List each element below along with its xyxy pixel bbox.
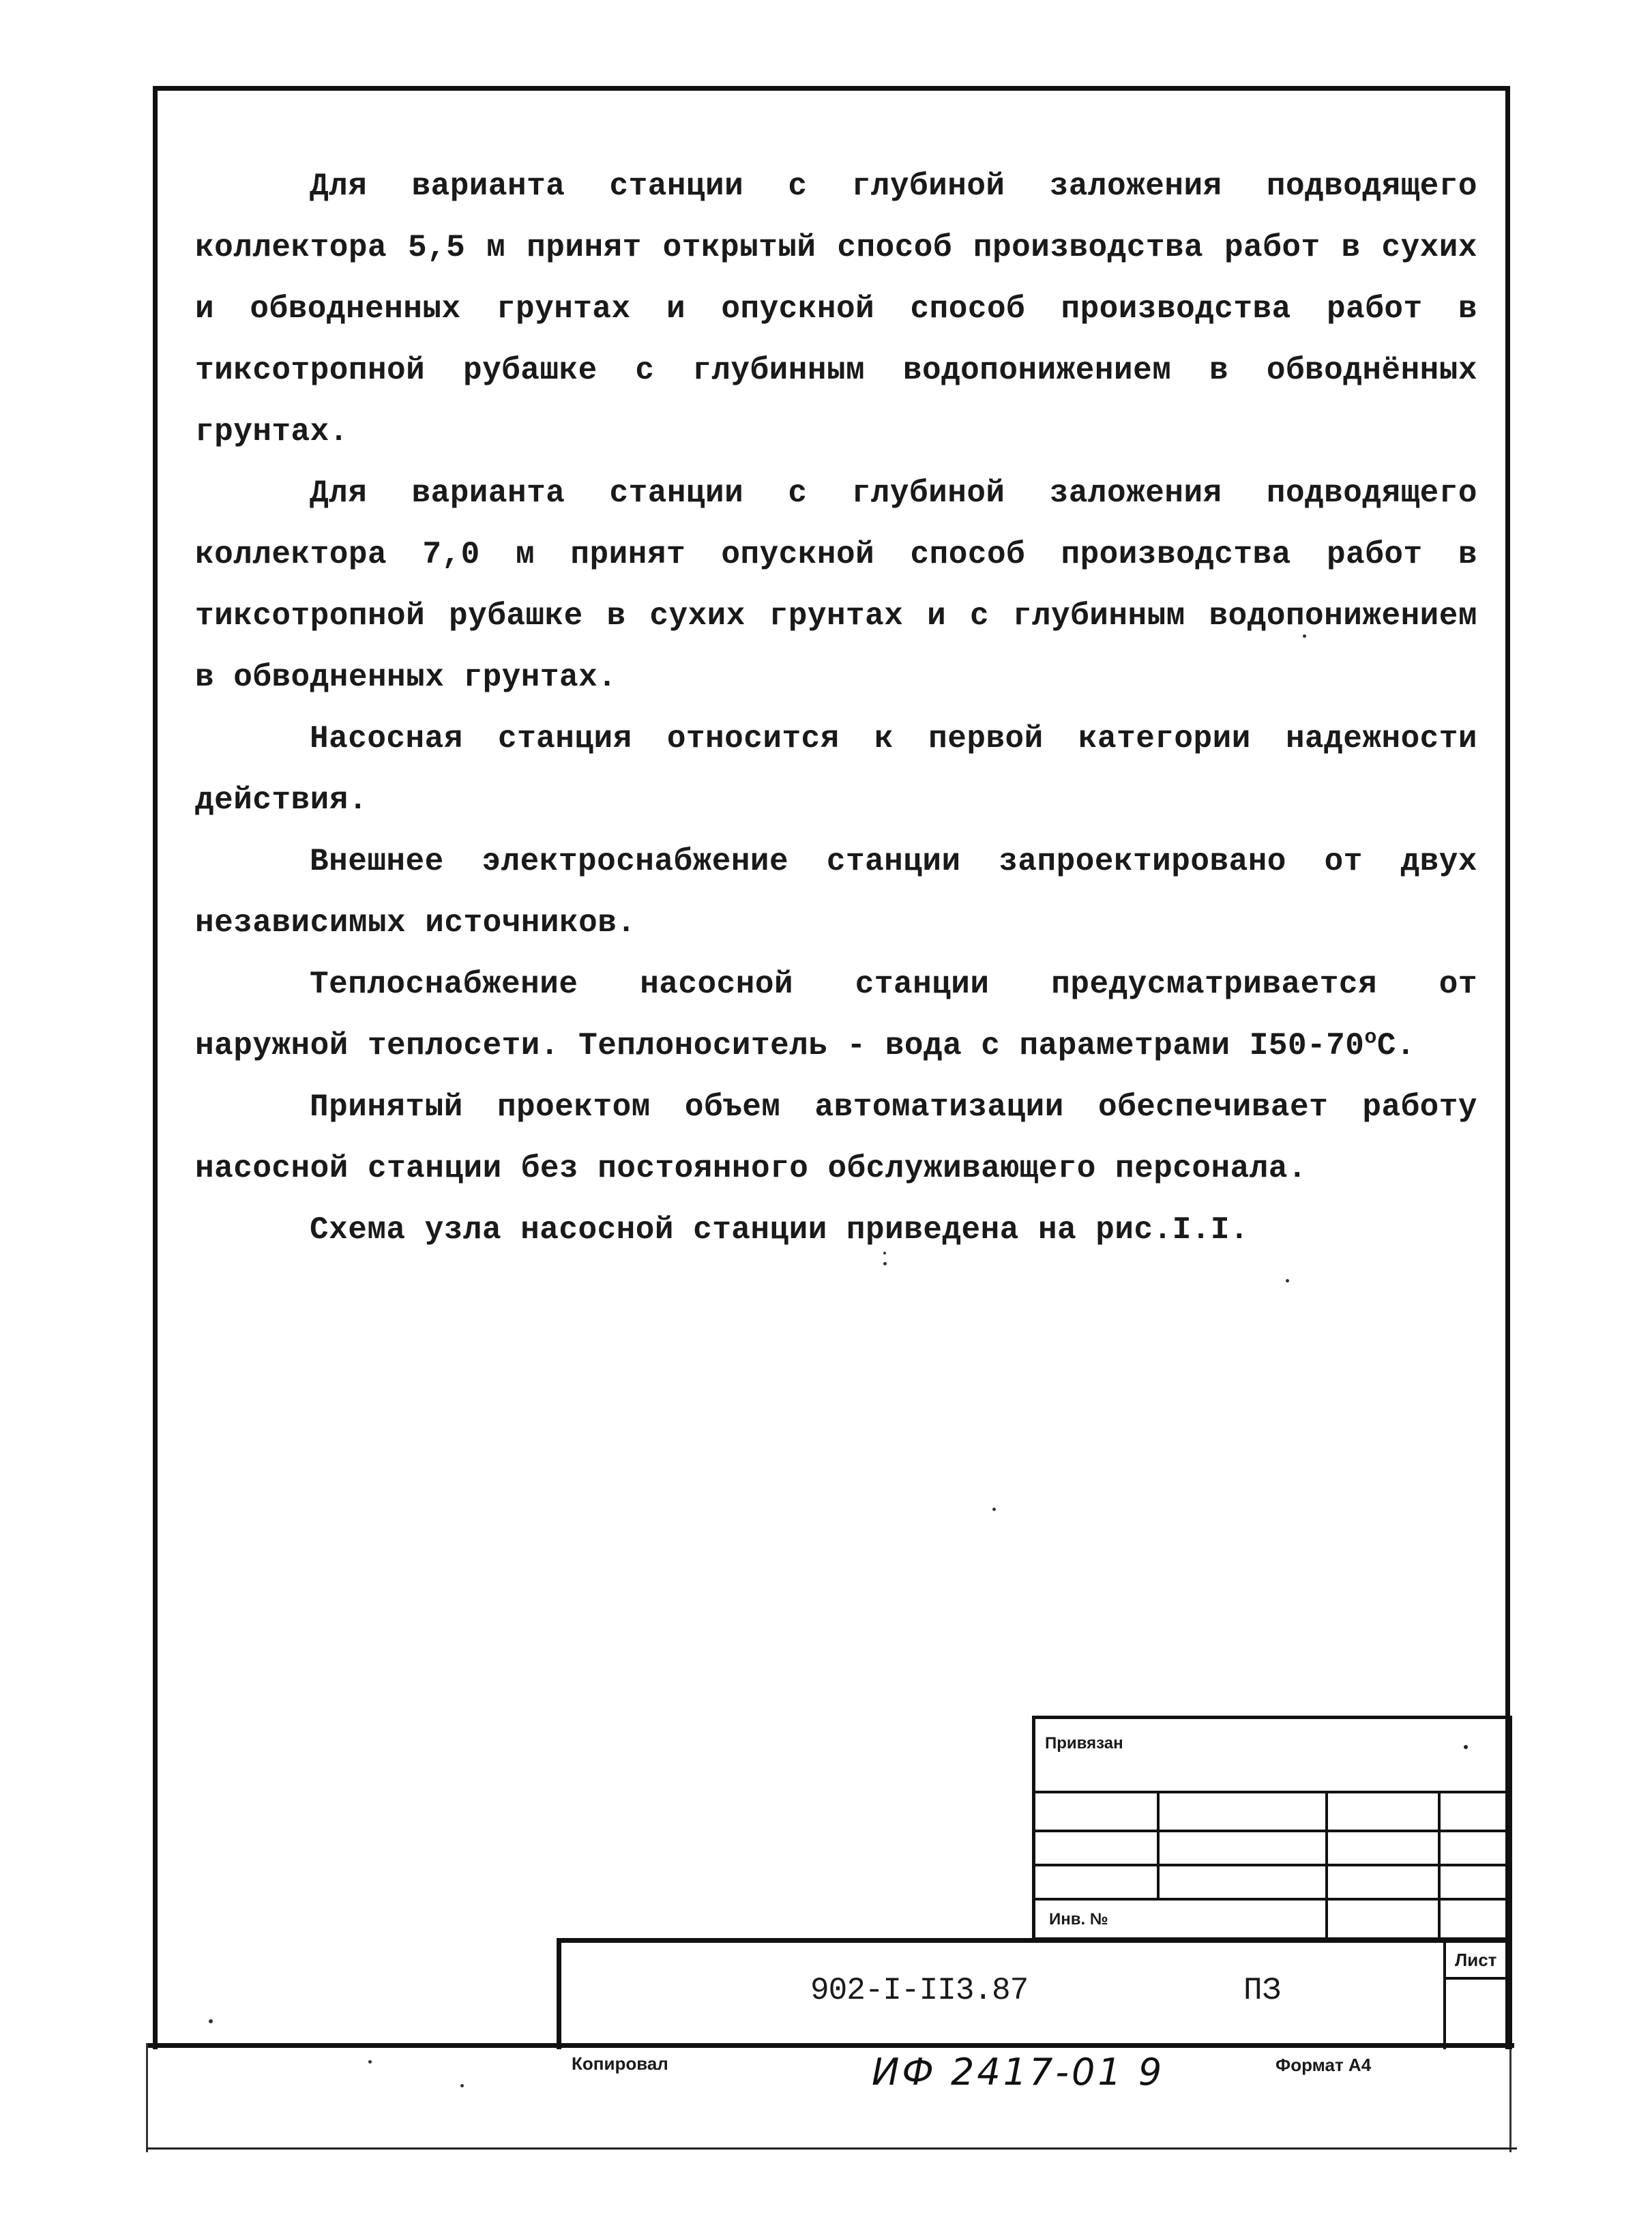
- section-code: ПЗ: [1243, 1973, 1282, 2008]
- paragraph: Внешнее электроснабжение станции запроектировано от двух независимых источников.: [195, 844, 1477, 941]
- scan-speck: [460, 2084, 464, 2087]
- body-text: [195, 156, 1477, 1261]
- title-block-upper: [1032, 1716, 1512, 1941]
- scan-speck: [992, 1508, 996, 1511]
- scan-speck: [209, 2019, 213, 2023]
- paragraph: Для варианта станции с глубиной заложения подводящего коллектора 5,5 м принят открытый способ производства работ в сухих и обводненных грунтах и опускной способ производства работ в тиксотропной рубашке с глубинным водопонижением в обводнённых грунтах.: [195, 168, 1477, 450]
- scan-mark: [1464, 1745, 1468, 1749]
- scan-speck: [368, 2060, 372, 2064]
- paragraph: [195, 954, 1477, 1076]
- grid-line: [1325, 1791, 1328, 1937]
- inventory-label: Инв. №: [1049, 1910, 1108, 1928]
- sheet-label: Лист: [1455, 1950, 1497, 1970]
- format-label: Формат А4: [1275, 2055, 1372, 2075]
- handwritten-stamp: ИФ 2417-01 9: [872, 2051, 1165, 2094]
- scan-speck: [883, 1252, 886, 1255]
- paragraph: Схема узла насосной станции приведена на рис.I.I.: [310, 1212, 1250, 1248]
- scan-speck: [1286, 1279, 1289, 1282]
- footer-bottom-line: [146, 2147, 1517, 2150]
- paragraph: Для варианта станции с глубиной заложения подводящего коллектора 7,0 м принят опускной способ производства работ в тиксотропной рубашке в сухих грунтах и с глубинным водопонижением в обводненных грунтах.: [195, 475, 1477, 695]
- copied-by-label: Копировал: [572, 2053, 668, 2074]
- paragraph: Принятый проектом объем автоматизации обеспечивает работу насосной станции без постоянного обслуживающего персонала.: [195, 1089, 1477, 1186]
- document-code: 902-I-II3.87: [810, 1973, 1029, 2008]
- sheet-header-divider: [1443, 1977, 1512, 1980]
- paragraph-text: Теплоснабжение насосной станции предусматривается от наружной теплосети. Теплоноситель - вода с параметрами I50-70: [195, 967, 1477, 1064]
- degree-sign: o: [1364, 1026, 1377, 1050]
- title-block-lower: [557, 1938, 1512, 2049]
- footer-left-edge: [146, 2043, 148, 2152]
- scan-speck: [883, 1262, 887, 1265]
- paragraph: Насосная станция относится к первой категории надежности действия.: [195, 721, 1477, 818]
- sheet-column-divider: [1443, 1943, 1446, 2049]
- scan-speck: [1303, 634, 1306, 638]
- temperature-unit: C.: [1376, 1028, 1416, 1064]
- grid-line: [1438, 1791, 1441, 1937]
- grid-line: [1157, 1791, 1160, 1898]
- footer-right-edge: [1509, 2043, 1511, 2152]
- attached-label: Привязан: [1045, 1734, 1123, 1752]
